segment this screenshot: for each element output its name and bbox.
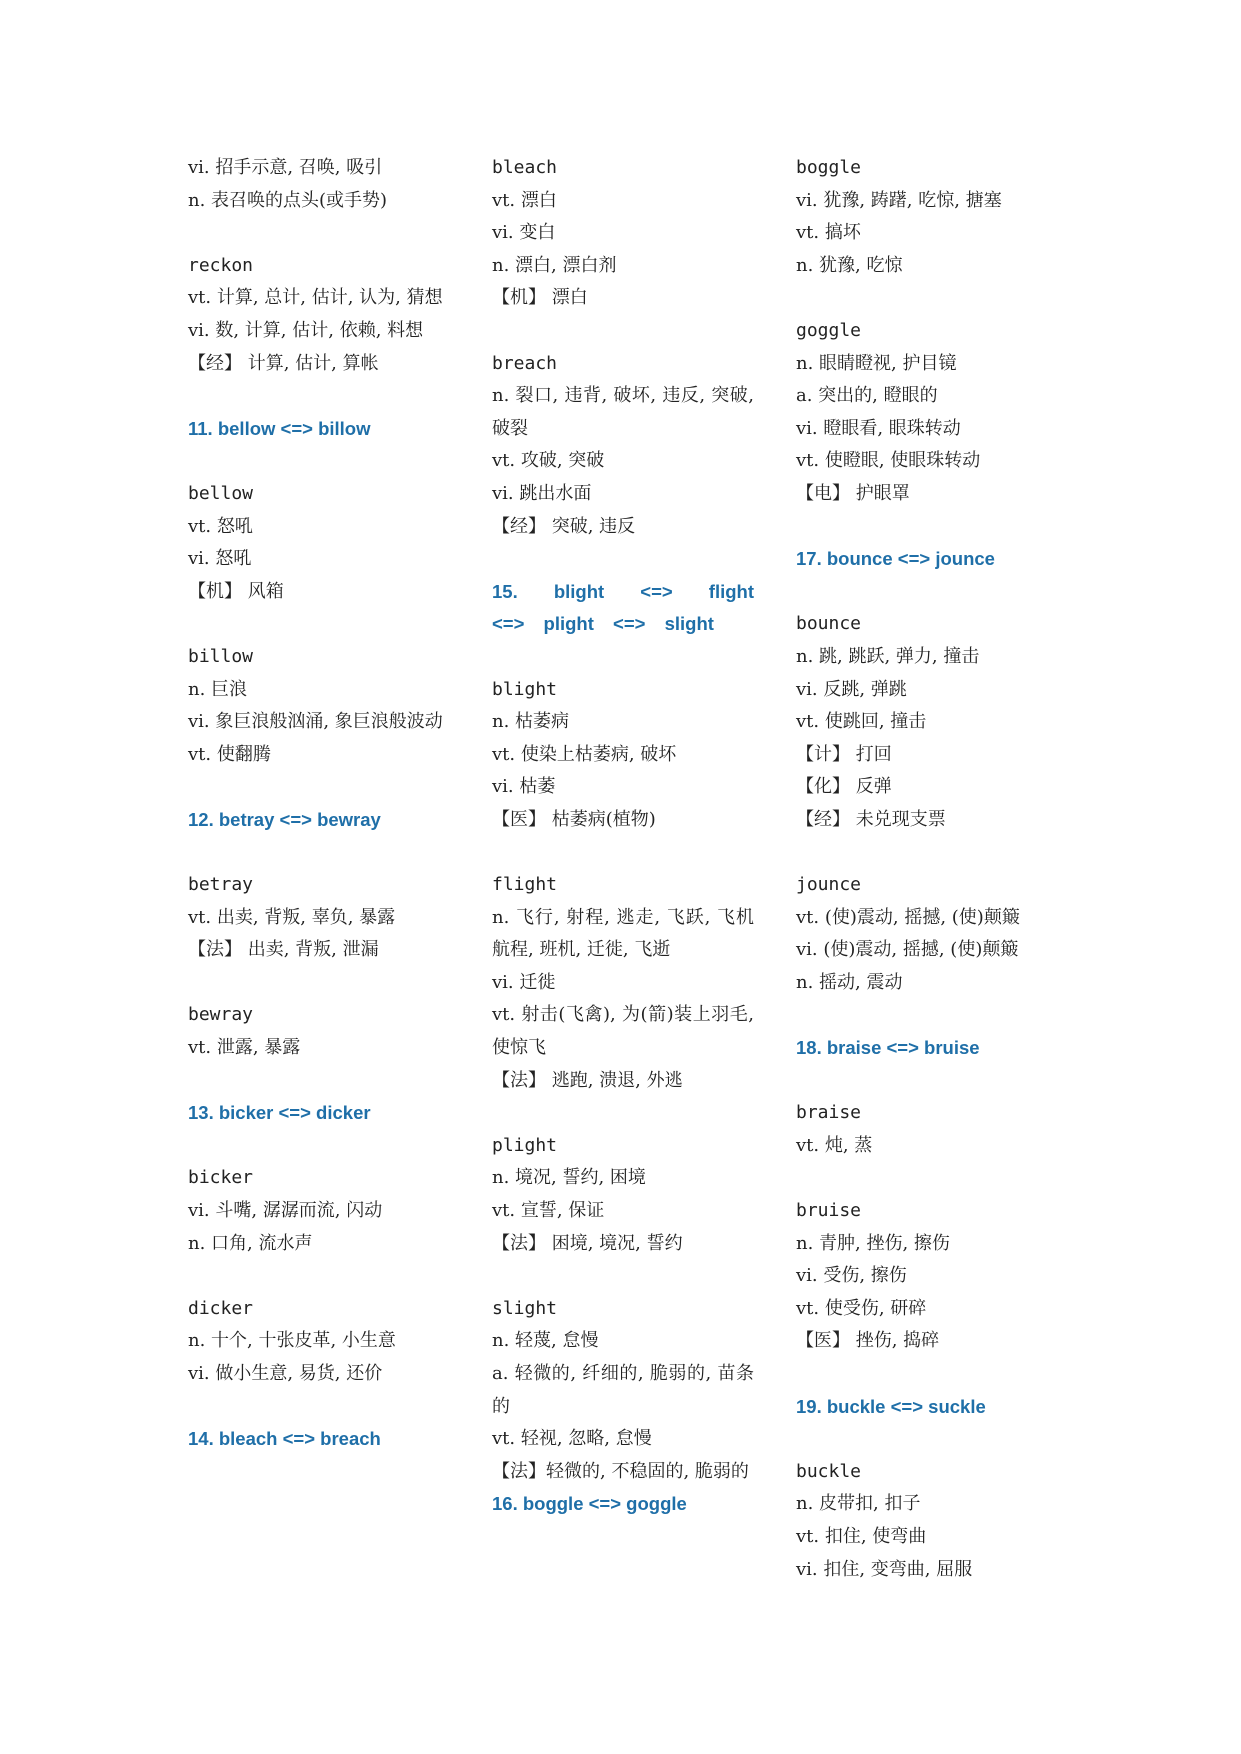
- definition-line: 【法】 逃跑, 溃退, 外逃: [492, 1069, 683, 1091]
- definition-line: n. 漂白, 漂白剂: [492, 254, 617, 276]
- column-2: [492, 152, 754, 1521]
- spacer: [188, 217, 450, 250]
- definition-line: vi. 变白: [492, 222, 556, 244]
- definition-line: n. 巨浪: [188, 678, 248, 700]
- spacer: [188, 608, 450, 641]
- entry-word: slight: [492, 1297, 558, 1319]
- spacer: [188, 1260, 450, 1293]
- entry-word: bellow: [188, 482, 254, 504]
- definition-line: 【法】 困境, 境况, 誓约: [492, 1232, 683, 1254]
- section-heading: 16. boggle <=> goggle: [492, 1493, 687, 1515]
- definition-line: vt. 宣誓, 保证: [492, 1200, 605, 1221]
- definition-line: n. 眼睛瞪视, 护目镜: [796, 352, 957, 374]
- section-heading: 15. blight <=> flight <=> plight <=> slight: [492, 580, 754, 635]
- definition-line: vi. 招手示意, 召唤, 吸引: [188, 157, 383, 178]
- spacer: [188, 771, 450, 804]
- spacer: [492, 543, 754, 576]
- entry-word: bruise: [796, 1200, 862, 1221]
- spacer: [796, 1162, 1058, 1195]
- section-heading: 18. braise <=> bruise: [796, 1037, 980, 1059]
- spacer: [492, 1260, 754, 1293]
- entry-word: dicker: [188, 1297, 254, 1319]
- entry-word: bounce: [796, 613, 862, 635]
- spacer: [188, 1065, 450, 1098]
- definition-line: vi. 做小生意, 易货, 还价: [188, 1362, 383, 1384]
- entry-word: billow: [188, 645, 254, 667]
- definition-line: vt. 使翻腾: [188, 743, 271, 765]
- definition-line: n. 犹豫, 吃惊: [796, 254, 903, 276]
- definition-line: vi. 扣住, 变弯曲, 屈服: [796, 1558, 973, 1580]
- spacer: [188, 967, 450, 1000]
- definition-line: vi. 迁徙: [492, 971, 556, 993]
- definition-line: n. 皮带扣, 扣子: [796, 1493, 921, 1515]
- definition-line: 【电】 护眼罩: [796, 482, 910, 504]
- definition-line: 【计】 打回: [796, 743, 892, 765]
- entry-word: braise: [796, 1102, 862, 1124]
- definition-line: vi. 数, 计算, 估计, 依赖, 料想: [188, 319, 424, 341]
- definition-line: vt. 计算, 总计, 估计, 认为, 猜想: [188, 287, 443, 309]
- section-heading: 19. buckle <=> suckle: [796, 1395, 986, 1417]
- definition-line: vt. 怒吼: [188, 515, 253, 537]
- definition-line: 【法】轻微的, 不稳固的, 脆弱的: [492, 1460, 749, 1482]
- definition-line: a. 轻微的, 纤细的, 脆弱的, 苗条的: [492, 1362, 754, 1417]
- definition-line: vt. 搞坏: [796, 222, 861, 244]
- column-1: [188, 152, 450, 1456]
- definition-line: n. 裂口, 违背, 破坏, 违反, 突破, 破裂: [492, 385, 754, 439]
- definition-line: 【机】 漂白: [492, 287, 588, 309]
- spacer: [492, 1097, 754, 1130]
- definition-line: vt. 轻视, 忽略, 怠慢: [492, 1428, 652, 1450]
- spacer: [188, 1130, 450, 1163]
- definition-line: n. 轻蔑, 怠慢: [492, 1330, 599, 1352]
- definition-line: n. 跳, 跳跃, 弹力, 撞击: [796, 645, 980, 667]
- spacer: [796, 282, 1058, 315]
- definition-line: vt. 炖, 蒸: [796, 1134, 873, 1156]
- definition-line: vt. 使跳回, 撞击: [796, 711, 927, 733]
- definition-line: vt. 扣住, 使弯曲: [796, 1525, 927, 1547]
- spacer: [188, 380, 450, 413]
- spacer: [188, 836, 450, 869]
- definition-line: vi. 跳出水面: [492, 482, 592, 504]
- entry-word: jounce: [796, 874, 862, 896]
- section-heading: 17. bounce <=> jounce: [796, 548, 995, 570]
- definition-line: vi. 反跳, 弹跳: [796, 678, 907, 700]
- definition-line: n. 青肿, 挫伤, 擦伤: [796, 1232, 950, 1254]
- spacer: [796, 1065, 1058, 1098]
- definition-line: 【经】 未兑现支票: [796, 808, 946, 830]
- definition-line: vt. 攻破, 突破: [492, 450, 605, 472]
- entry-word: buckle: [796, 1460, 862, 1482]
- definition-line: vt. 使染上枯萎病, 破坏: [492, 743, 677, 765]
- entry-word: flight: [492, 874, 558, 896]
- definition-line: vt. 使受伤, 研碎: [796, 1297, 927, 1319]
- definition-line: n. 境况, 誓约, 困境: [492, 1167, 646, 1189]
- definition-line: vt. (使)震动, 摇撼, (使)颠簸: [796, 906, 1020, 928]
- spacer: [188, 1391, 450, 1424]
- spacer: [492, 641, 754, 674]
- spacer: [796, 1358, 1058, 1391]
- column-3: [796, 152, 1058, 1586]
- definition-line: 【机】 风箱: [188, 580, 284, 602]
- definition-line: vt. 漂白: [492, 189, 557, 211]
- definition-line: vi. 瞪眼看, 眼珠转动: [796, 417, 961, 439]
- definition-line: vi. 枯萎: [492, 776, 556, 798]
- spacer: [796, 511, 1058, 544]
- section-heading: 11. bellow <=> billow: [188, 417, 371, 439]
- definition-line: n. 枯萎病: [492, 711, 570, 733]
- entry-word: bleach: [492, 157, 558, 178]
- definition-line: 【医】 挫伤, 捣碎: [796, 1330, 940, 1352]
- spacer: [796, 1423, 1058, 1456]
- definition-line: 【经】 计算, 估计, 算帐: [188, 352, 379, 374]
- section-heading: 12. betray <=> bewray: [188, 808, 381, 830]
- entry-word: bicker: [188, 1167, 254, 1189]
- definition-line: n. 飞行, 射程, 逃走, 飞跃, 飞机航程, 班机, 迁徙, 飞逝: [492, 906, 754, 961]
- spacer: [492, 315, 754, 348]
- definition-line: vi. 象巨浪般汹涌, 象巨浪般波动: [188, 711, 443, 733]
- definition-line: vt. 泄露, 暴露: [188, 1037, 301, 1059]
- definition-line: vi. 怒吼: [188, 548, 252, 570]
- spacer: [796, 836, 1058, 869]
- entry-word: plight: [492, 1134, 558, 1156]
- definition-line: a. 突出的, 瞪眼的: [796, 385, 938, 407]
- entry-word: blight: [492, 678, 558, 700]
- definition-line: vi. 受伤, 擦伤: [796, 1265, 907, 1287]
- definition-line: n. 摇动, 震动: [796, 971, 903, 993]
- definition-line: vi. 斗嘴, 潺潺而流, 闪动: [188, 1200, 383, 1221]
- spacer: [188, 445, 450, 478]
- definition-line: vi. 犹豫, 踌躇, 吃惊, 搪塞: [796, 189, 1002, 211]
- spacer: [796, 576, 1058, 609]
- entry-word: boggle: [796, 157, 862, 178]
- definition-line: 【经】 突破, 违反: [492, 515, 636, 537]
- entry-word: betray: [188, 874, 254, 896]
- definition-line: vi. (使)震动, 摇撼, (使)颠簸: [796, 939, 1019, 961]
- definition-line: 【医】 枯萎病(植物): [492, 808, 656, 830]
- definition-line: n. 口角, 流水声: [188, 1232, 313, 1254]
- definition-line: 【化】 反弹: [796, 776, 892, 798]
- spacer: [492, 836, 754, 869]
- definition-line: vt. 射击(飞禽), 为(箭)装上羽毛, 使惊飞: [492, 1004, 754, 1059]
- section-heading: 14. bleach <=> breach: [188, 1428, 381, 1450]
- entry-word: reckon: [188, 254, 254, 276]
- definition-line: 【法】 出卖, 背叛, 泄漏: [188, 939, 379, 961]
- definition-line: vt. 出卖, 背叛, 辜负, 暴露: [188, 906, 396, 928]
- entry-word: goggle: [796, 319, 862, 341]
- entry-word: breach: [492, 352, 558, 374]
- definition-line: n. 表召唤的点头(或手势): [188, 189, 388, 211]
- definition-line: n. 十个, 十张皮革, 小生意: [188, 1330, 396, 1352]
- entry-word: bewray: [188, 1004, 254, 1026]
- spacer: [796, 999, 1058, 1032]
- definition-line: vt. 使瞪眼, 使眼珠转动: [796, 450, 981, 472]
- section-heading: 13. bicker <=> dicker: [188, 1102, 371, 1124]
